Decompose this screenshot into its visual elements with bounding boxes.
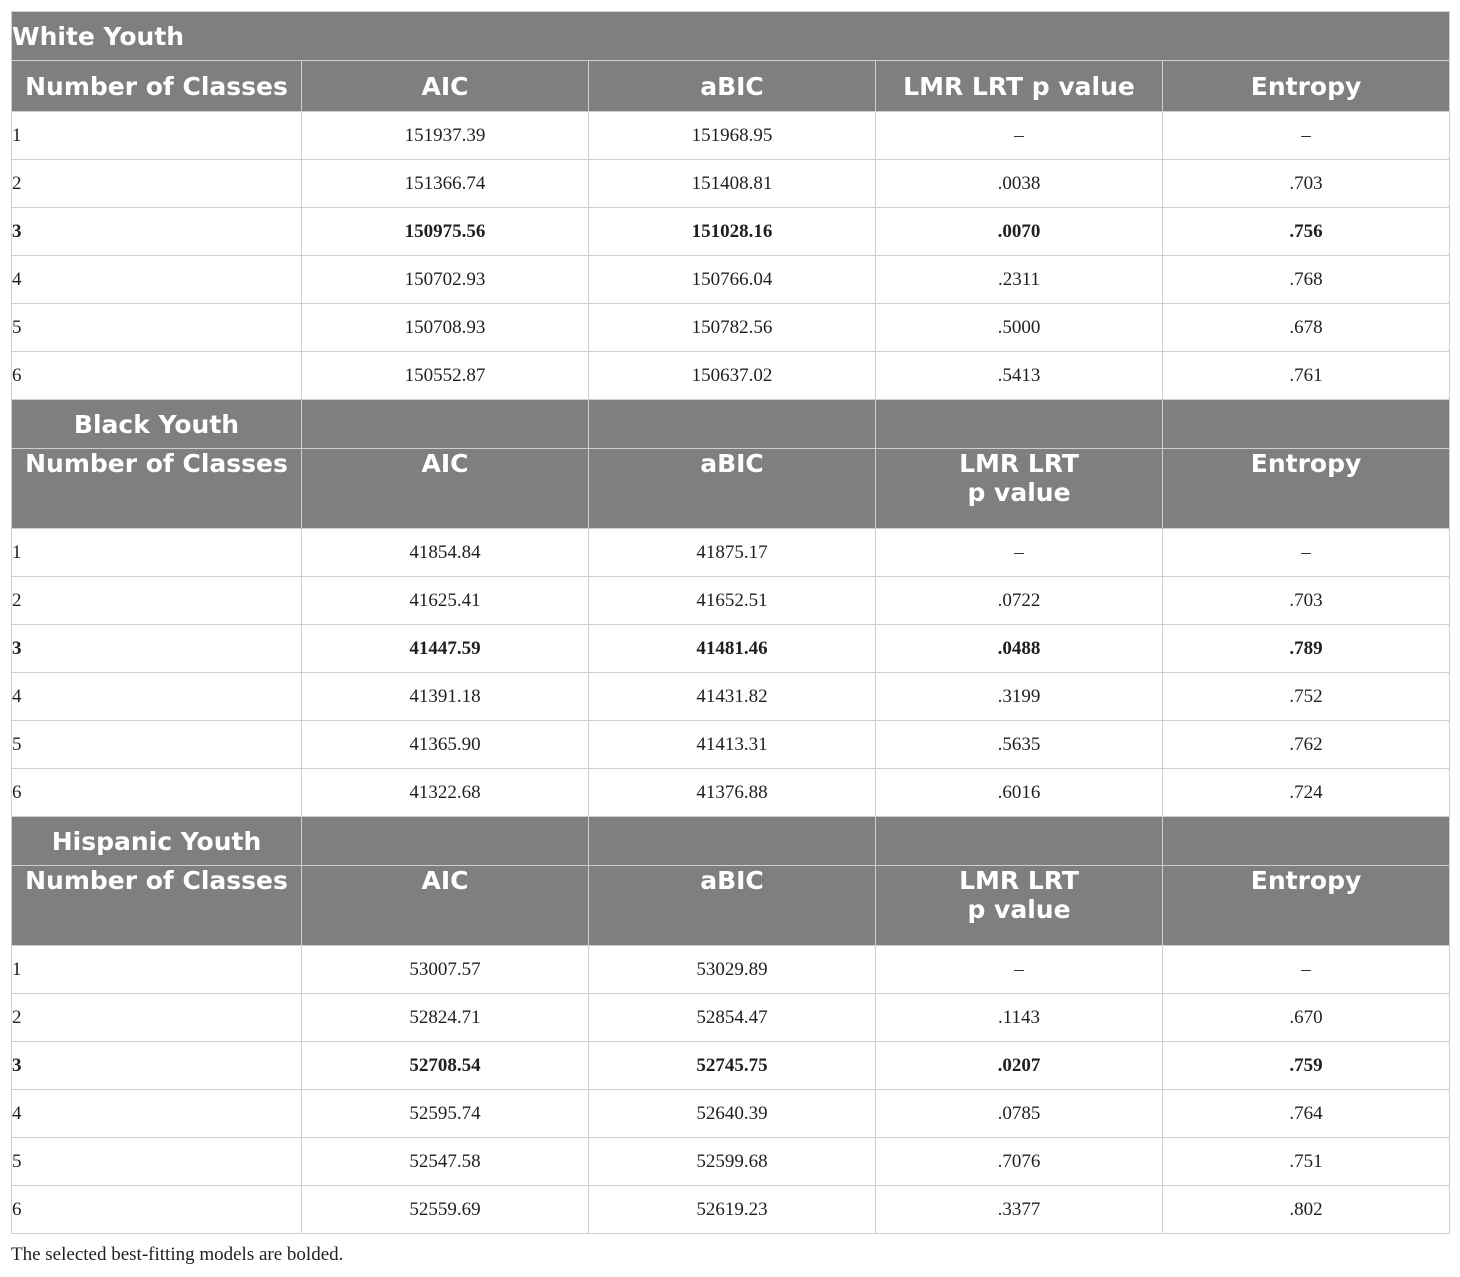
column-header-row (12, 61, 1450, 112)
table-row (12, 769, 1450, 817)
table-cell: – (876, 529, 1163, 577)
table-cell: 52595.74 (302, 1090, 589, 1138)
table-cell: .1143 (876, 994, 1163, 1042)
table-cell: 5 (12, 721, 302, 769)
table-cell: 52745.75 (589, 1042, 876, 1090)
column-header-row (12, 449, 1450, 529)
table-cell: 6 (12, 769, 302, 817)
table-cell: 1 (12, 112, 302, 160)
group-title-row (12, 400, 1450, 449)
table-row (12, 721, 1450, 769)
table-row (12, 994, 1450, 1042)
column-header: Number of Classes (12, 449, 302, 529)
table-row (12, 256, 1450, 304)
table-row (12, 946, 1450, 994)
table-cell: 151028.16 (589, 208, 876, 256)
table-cell: 4 (12, 256, 302, 304)
table-cell: 41875.17 (589, 529, 876, 577)
table-cell: 150637.02 (589, 352, 876, 400)
group-title: Black Youth (12, 400, 302, 449)
table-cell: 52599.68 (589, 1138, 876, 1186)
table-cell: 41854.84 (302, 529, 589, 577)
table-cell: 6 (12, 1186, 302, 1234)
table-cell: 3 (12, 625, 302, 673)
table-cell: 1 (12, 946, 302, 994)
table-cell: .703 (1163, 577, 1450, 625)
table-cell: 150708.93 (302, 304, 589, 352)
table-footnote: The selected best-fitting models are bolded. (11, 1244, 344, 1265)
table-cell: .0722 (876, 577, 1163, 625)
table-cell: 41431.82 (589, 673, 876, 721)
table-cell: .752 (1163, 673, 1450, 721)
column-header: LMR LRT p value (876, 866, 1163, 946)
table-row (12, 112, 1450, 160)
table-cell: 4 (12, 1090, 302, 1138)
table-row (12, 352, 1450, 400)
table-row (12, 673, 1450, 721)
table-cell: 3 (12, 1042, 302, 1090)
table-cell: 52559.69 (302, 1186, 589, 1234)
table-row (12, 625, 1450, 673)
table-cell: 5 (12, 1138, 302, 1186)
group-title-spacer (876, 400, 1163, 449)
table-cell: – (1163, 529, 1450, 577)
table-cell: 3 (12, 208, 302, 256)
table-cell: 52708.54 (302, 1042, 589, 1090)
table-cell: 2 (12, 577, 302, 625)
table-cell: 150702.93 (302, 256, 589, 304)
table-row (12, 577, 1450, 625)
table-cell: .2311 (876, 256, 1163, 304)
table-cell: .756 (1163, 208, 1450, 256)
table-cell: 52824.71 (302, 994, 589, 1042)
column-header: LMR LRT p value (876, 449, 1163, 529)
table-row (12, 1138, 1450, 1186)
table-cell: 150766.04 (589, 256, 876, 304)
table-cell: .0070 (876, 208, 1163, 256)
column-header: aBIC (589, 866, 876, 946)
table-cell: .0488 (876, 625, 1163, 673)
column-header: AIC (302, 61, 589, 112)
table-cell: 41652.51 (589, 577, 876, 625)
column-header: Entropy (1163, 866, 1450, 946)
table-cell: .5413 (876, 352, 1163, 400)
table-cell: .6016 (876, 769, 1163, 817)
group-title-spacer (1163, 400, 1450, 449)
group-title-row (12, 817, 1450, 866)
table-cell: .759 (1163, 1042, 1450, 1090)
table-row (12, 1186, 1450, 1234)
table-cell: 52640.39 (589, 1090, 876, 1138)
table-cell: 4 (12, 673, 302, 721)
table-cell: 5 (12, 304, 302, 352)
column-header: AIC (302, 866, 589, 946)
group-title-spacer (589, 400, 876, 449)
column-header: AIC (302, 449, 589, 529)
group-title-spacer (589, 817, 876, 866)
table-row (12, 208, 1450, 256)
group-title-spacer (876, 817, 1163, 866)
table-cell: 53029.89 (589, 946, 876, 994)
table-cell: .670 (1163, 994, 1450, 1042)
column-header: aBIC (589, 449, 876, 529)
table-cell: .0038 (876, 160, 1163, 208)
table-cell: 151968.95 (589, 112, 876, 160)
table-cell: 151937.39 (302, 112, 589, 160)
table-cell: .802 (1163, 1186, 1450, 1234)
table-cell: 151366.74 (302, 160, 589, 208)
table-cell: .0207 (876, 1042, 1163, 1090)
table-cell: .5000 (876, 304, 1163, 352)
group-title: Hispanic Youth (12, 817, 302, 866)
model-fit-table (11, 11, 1450, 1234)
table-cell: .724 (1163, 769, 1450, 817)
table-cell: .761 (1163, 352, 1450, 400)
table-cell: 41447.59 (302, 625, 589, 673)
table-cell: 53007.57 (302, 946, 589, 994)
table-cell: .3377 (876, 1186, 1163, 1234)
table-cell: .764 (1163, 1090, 1450, 1138)
column-header-row (12, 866, 1450, 946)
group-title-spacer (302, 817, 589, 866)
column-header: LMR LRT p value (876, 61, 1163, 112)
table-cell: – (876, 112, 1163, 160)
table-cell: .768 (1163, 256, 1450, 304)
table-cell: .7076 (876, 1138, 1163, 1186)
table-cell: 150552.87 (302, 352, 589, 400)
table-cell: 151408.81 (589, 160, 876, 208)
table-cell: .789 (1163, 625, 1450, 673)
table-cell: 150975.56 (302, 208, 589, 256)
column-header: Number of Classes (12, 866, 302, 946)
table-cell: .3199 (876, 673, 1163, 721)
table-cell: 41413.31 (589, 721, 876, 769)
table-cell: 41365.90 (302, 721, 589, 769)
table-cell: 6 (12, 352, 302, 400)
table-cell: 2 (12, 160, 302, 208)
column-header: Entropy (1163, 449, 1450, 529)
table-cell: 41481.46 (589, 625, 876, 673)
table-cell: 150782.56 (589, 304, 876, 352)
table-cell: 52547.58 (302, 1138, 589, 1186)
group-title-spacer (302, 400, 589, 449)
table-cell: .703 (1163, 160, 1450, 208)
table-cell: – (1163, 946, 1450, 994)
table-row (12, 304, 1450, 352)
group-title-spacer (1163, 817, 1450, 866)
table-cell: – (876, 946, 1163, 994)
group-title: White Youth (12, 12, 1450, 61)
table-cell: .751 (1163, 1138, 1450, 1186)
table-cell: 2 (12, 994, 302, 1042)
table-cell: 52854.47 (589, 994, 876, 1042)
table-cell: .0785 (876, 1090, 1163, 1138)
table-cell: .762 (1163, 721, 1450, 769)
table-cell: – (1163, 112, 1450, 160)
table-cell: 41391.18 (302, 673, 589, 721)
column-header: Number of Classes (12, 61, 302, 112)
table-cell: .5635 (876, 721, 1163, 769)
table-row (12, 529, 1450, 577)
table-cell: 41376.88 (589, 769, 876, 817)
table-row (12, 1090, 1450, 1138)
table-cell: 41322.68 (302, 769, 589, 817)
column-header: Entropy (1163, 61, 1450, 112)
table-cell: 52619.23 (589, 1186, 876, 1234)
table-cell: .678 (1163, 304, 1450, 352)
column-header: aBIC (589, 61, 876, 112)
group-title-row (12, 12, 1450, 61)
table-row (12, 160, 1450, 208)
table-cell: 41625.41 (302, 577, 589, 625)
table-row (12, 1042, 1450, 1090)
table-cell: 1 (12, 529, 302, 577)
